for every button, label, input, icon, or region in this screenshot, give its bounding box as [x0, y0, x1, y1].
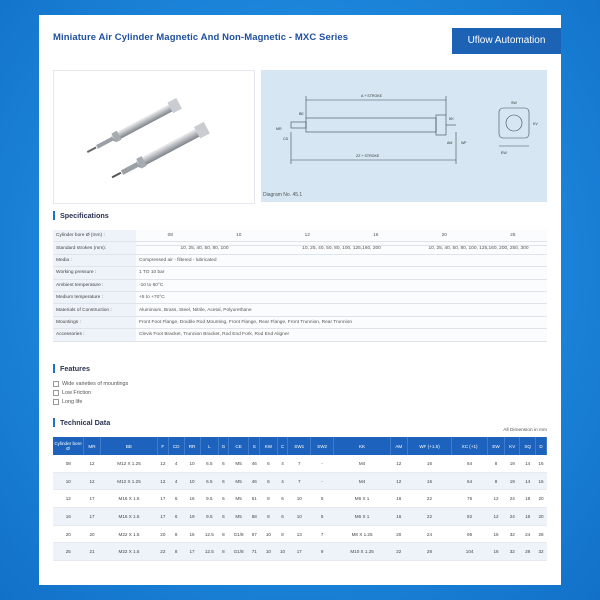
- column-header: KV: [505, 437, 520, 455]
- table-cell: M6 X 1: [334, 490, 391, 508]
- table-cell: 95: [452, 525, 487, 543]
- table-cell: 32: [505, 543, 520, 561]
- table-cell: M22 X 1.5: [101, 543, 158, 561]
- table-cell: 20: [536, 490, 547, 508]
- spec-label: Materials of Construction :: [53, 304, 136, 316]
- spec-label: Cylinder bore Ø (mm) :: [53, 230, 136, 242]
- feature-text: Low Friction: [62, 390, 92, 396]
- spec-label: Accessories :: [53, 329, 136, 341]
- dim-kk: KK: [449, 117, 454, 121]
- table-cell: 75: [452, 490, 487, 508]
- table-cell: 16: [487, 543, 505, 561]
- table-cell: 46: [249, 472, 260, 490]
- table-cell: -: [311, 455, 334, 472]
- bore-value: 20: [441, 233, 447, 239]
- table-cell: 12: [158, 455, 169, 472]
- table-cell: 16: [536, 472, 547, 490]
- diagram-drawing: [261, 70, 547, 190]
- table-cell: 82: [452, 508, 487, 526]
- stroke-value: 10, 25, 40, 50, 80, 100, 125,160, 200: [302, 246, 381, 252]
- table-cell: 10: [260, 525, 278, 543]
- table-cell: 16: [53, 508, 84, 526]
- spec-value: +5 to +70°C: [136, 291, 547, 303]
- technical-data-body: [53, 455, 547, 561]
- spec-label: Mountings :: [53, 316, 136, 328]
- table-cell: 71: [249, 543, 260, 561]
- spec-value: Clevis Foot Bracket, Trunnion Bracket, Rod End Fork, Rod End Aligner: [136, 329, 547, 341]
- stroke-value: 10, 25, 40, 50, 80, 100: [180, 246, 229, 252]
- table-cell: 20: [391, 525, 407, 543]
- table-cell: 6: [219, 490, 229, 508]
- table-cell: 22: [407, 490, 452, 508]
- table-cell: 08: [53, 455, 84, 472]
- spec-row: [53, 279, 547, 291]
- column-header: D: [536, 437, 547, 455]
- table-cell: 9.5: [200, 490, 219, 508]
- bullet-icon: [53, 381, 59, 387]
- spec-row: [53, 291, 547, 303]
- table-cell: 6: [219, 508, 229, 526]
- spec-value: 1 TO 10 bar: [136, 267, 547, 279]
- column-header: WF (+1.5): [407, 437, 452, 455]
- column-header: AM: [391, 437, 407, 455]
- technical-data-table: [53, 437, 547, 561]
- table-cell: 8: [487, 472, 505, 490]
- column-header: XC (+1): [452, 437, 487, 455]
- table-cell: 6: [168, 508, 184, 526]
- table-cell: 4: [277, 455, 288, 472]
- table-cell: M8 X 1.25: [334, 525, 391, 543]
- table-cell: 22: [391, 543, 407, 561]
- column-header: Cylinder bore Ø: [53, 437, 84, 455]
- spec-row: [53, 267, 547, 279]
- table-cell: 8: [487, 455, 505, 472]
- column-header: SW1: [288, 437, 311, 455]
- table-cell: -: [311, 472, 334, 490]
- bore-value: 25: [510, 233, 516, 239]
- table-cell: G1/8: [228, 525, 249, 543]
- table-cell: 19: [184, 508, 200, 526]
- dim-kv: KV: [533, 122, 538, 126]
- spec-value: Aluminium, Brass, Steel, Nitrile, Acetal, Polyurethane: [136, 304, 547, 316]
- table-cell: 9.5: [200, 508, 219, 526]
- table-cell: 8: [219, 525, 229, 543]
- table-cell: 46: [249, 455, 260, 472]
- bore-list: [136, 233, 547, 238]
- technical-data-heading: Technical Data: [53, 418, 110, 427]
- table-cell: 12: [158, 472, 169, 490]
- table-cell: M5: [228, 472, 249, 490]
- cylinder-photo-graphic: [54, 71, 254, 203]
- dim-ew: EW: [501, 151, 507, 155]
- table-cell: M5: [228, 508, 249, 526]
- table-cell: M5: [228, 490, 249, 508]
- table-cell: 6: [168, 490, 184, 508]
- table-cell: M6 X 1: [334, 508, 391, 526]
- table-cell: 17: [158, 490, 169, 508]
- bullet-icon: [53, 399, 59, 405]
- bore-value: 08: [167, 233, 173, 239]
- table-cell: M4: [334, 455, 391, 472]
- column-header: EW: [487, 437, 505, 455]
- table-cell: 6.5: [200, 472, 219, 490]
- table-cell: 6.5: [200, 455, 219, 472]
- dimension-note: All Dimension in mm: [503, 428, 547, 433]
- table-cell: 16: [407, 472, 452, 490]
- column-header: KW: [260, 437, 278, 455]
- spec-value: -10 to 60°C: [136, 279, 547, 291]
- brand-badge: Uflow Automation: [452, 28, 561, 54]
- table-cell: 16: [391, 508, 407, 526]
- dim-wf: WF: [461, 141, 467, 145]
- dim-cd: CD: [283, 137, 289, 141]
- table-cell: 12: [391, 455, 407, 472]
- spec-label: Standard strokes (mm):: [53, 242, 136, 254]
- column-header: KK: [334, 437, 391, 455]
- table-cell: 16: [407, 455, 452, 472]
- table-cell: 22: [407, 508, 452, 526]
- spec-value: Front Foot Flange, Double Rod Mounting, Front Flange, Rear Flange, Front Trunnion, Rear Trunnion: [136, 316, 547, 328]
- table-cell: 12: [487, 490, 505, 508]
- table-cell: 19: [505, 455, 520, 472]
- table-cell: 32: [505, 525, 520, 543]
- bore-value: 10: [236, 233, 242, 239]
- table-cell: 10: [277, 543, 288, 561]
- table-cell: 16: [487, 525, 505, 543]
- spec-row: [53, 316, 547, 328]
- table-cell: M12 X 1.25: [101, 472, 158, 490]
- table-cell: 10: [184, 455, 200, 472]
- table-cell: 19: [505, 472, 520, 490]
- table-cell: 24: [505, 490, 520, 508]
- table-cell: 6: [260, 455, 278, 472]
- table-cell: 8: [168, 543, 184, 561]
- column-header: C: [277, 437, 288, 455]
- table-cell: M16 X 1.5: [101, 508, 158, 526]
- spec-label: Media :: [53, 254, 136, 266]
- table-cell: 18: [520, 508, 536, 526]
- table-row: [53, 525, 547, 543]
- column-header: L: [200, 437, 219, 455]
- feature-text: Long life: [62, 399, 83, 405]
- table-cell: 4: [168, 472, 184, 490]
- table-row: [53, 490, 547, 508]
- column-header: RR: [184, 437, 200, 455]
- spec-row: [53, 304, 547, 316]
- table-cell: 28: [407, 543, 452, 561]
- table-cell: 9: [311, 543, 334, 561]
- table-cell: 25: [53, 543, 84, 561]
- table-cell: 28: [520, 543, 536, 561]
- table-row: [53, 455, 547, 472]
- column-header: SW2: [311, 437, 334, 455]
- table-row: [53, 472, 547, 490]
- stroke-value: 10, 25, 40, 50, 80, 100, 125,160, 200, 250, 300: [428, 246, 529, 252]
- table-cell: 6: [219, 472, 229, 490]
- table-cell: 16: [184, 525, 200, 543]
- table-cell: 10: [288, 508, 311, 526]
- datasheet-page: [39, 15, 561, 585]
- table-cell: 5: [311, 490, 334, 508]
- table-cell: 13: [288, 525, 311, 543]
- table-cell: 24: [505, 508, 520, 526]
- table-cell: 12.5: [200, 525, 219, 543]
- table-cell: 10: [184, 472, 200, 490]
- table-cell: 8: [260, 508, 278, 526]
- table-cell: 24: [520, 525, 536, 543]
- spec-row: [53, 254, 547, 266]
- table-cell: 10: [53, 472, 84, 490]
- column-header: S: [249, 437, 260, 455]
- table-cell: 6: [277, 508, 288, 526]
- table-cell: 12.5: [200, 543, 219, 561]
- dim-be: BE: [299, 112, 304, 116]
- column-header: G: [219, 437, 229, 455]
- table-cell: 21: [84, 543, 101, 561]
- table-cell: 7: [288, 455, 311, 472]
- column-header: MR: [84, 437, 101, 455]
- table-cell: M5: [228, 455, 249, 472]
- table-cell: 58: [249, 508, 260, 526]
- page-title: Miniature Air Cylinder Magnetic And Non-Magnetic - MXC Series: [53, 32, 349, 43]
- table-cell: 17: [288, 543, 311, 561]
- table-cell: 51: [249, 490, 260, 508]
- bullet-icon: [53, 390, 59, 396]
- table-cell: 8: [219, 543, 229, 561]
- column-header: CE: [228, 437, 249, 455]
- table-cell: 10: [260, 543, 278, 561]
- dim-mr: MR: [276, 127, 282, 131]
- dim-am: AM: [447, 141, 453, 145]
- table-cell: 32: [536, 543, 547, 561]
- table-cell: M12 X 1.25: [101, 455, 158, 472]
- table-cell: 7: [288, 472, 311, 490]
- column-header: F: [158, 437, 169, 455]
- table-cell: 17: [158, 508, 169, 526]
- spec-row: [53, 329, 547, 341]
- table-cell: 8: [168, 525, 184, 543]
- table-cell: 6: [277, 490, 288, 508]
- table-cell: 17: [84, 490, 101, 508]
- table-cell: M22 X 1.5: [101, 525, 158, 543]
- feature-item: [53, 381, 128, 387]
- table-cell: 104: [452, 543, 487, 561]
- table-cell: 8: [260, 490, 278, 508]
- spec-row-bore: [53, 230, 547, 242]
- table-cell: 5: [311, 508, 334, 526]
- spec-label: Working pressure :: [53, 267, 136, 279]
- table-cell: 20: [53, 525, 84, 543]
- table-cell: 64: [452, 455, 487, 472]
- table-cell: 20: [536, 508, 547, 526]
- table-row: [53, 543, 547, 561]
- table-cell: G1/8: [228, 543, 249, 561]
- table-cell: 12: [84, 455, 101, 472]
- table-cell: 20: [84, 525, 101, 543]
- table-cell: 7: [311, 525, 334, 543]
- table-cell: 17: [184, 543, 200, 561]
- column-header: CD: [168, 437, 184, 455]
- table-cell: 18: [520, 490, 536, 508]
- feature-item: [53, 399, 82, 405]
- table-cell: M10 X 1.25: [334, 543, 391, 561]
- table-cell: 17: [84, 508, 101, 526]
- spec-label: Medium temperature :: [53, 291, 136, 303]
- product-photo: [53, 70, 255, 204]
- stroke-list: [136, 245, 547, 251]
- spec-value: Compressed air - filtered - lubricated: [136, 254, 547, 266]
- specifications-heading: Specifications: [53, 211, 109, 220]
- table-cell: 24: [407, 525, 452, 543]
- table-cell: 4: [168, 455, 184, 472]
- table-cell: 8: [277, 525, 288, 543]
- table-cell: 4: [277, 472, 288, 490]
- column-header: BE: [101, 437, 158, 455]
- table-cell: 22: [158, 543, 169, 561]
- table-cell: 6: [260, 472, 278, 490]
- table-cell: 67: [249, 525, 260, 543]
- technical-diagram: [261, 70, 547, 202]
- table-cell: 16: [184, 490, 200, 508]
- feature-item: [53, 390, 91, 396]
- bore-value: 12: [304, 233, 310, 239]
- table-cell: 20: [158, 525, 169, 543]
- dim-stroke: A + STROKE: [361, 94, 383, 98]
- table-cell: 16: [536, 455, 547, 472]
- dim-sw: SW: [511, 101, 517, 105]
- table-cell: 12: [487, 508, 505, 526]
- specifications-table: [53, 230, 547, 342]
- diagram-label: Diagram No. 45.1: [263, 192, 303, 198]
- table-cell: 28: [536, 525, 547, 543]
- spec-label: Ambient temperature :: [53, 279, 136, 291]
- table-cell: 64: [452, 472, 487, 490]
- table-cell: 16: [391, 490, 407, 508]
- table-cell: 10: [288, 490, 311, 508]
- table-cell: 14: [520, 455, 536, 472]
- table-cell: 6: [219, 455, 229, 472]
- table-cell: 12: [84, 472, 101, 490]
- technical-header-row: [53, 437, 547, 455]
- bore-value: 16: [373, 233, 379, 239]
- table-cell: M16 X 1.5: [101, 490, 158, 508]
- table-cell: 14: [520, 472, 536, 490]
- table-cell: M4: [334, 472, 391, 490]
- table-row: [53, 508, 547, 526]
- features-heading: Features: [53, 364, 90, 373]
- table-cell: 12: [391, 472, 407, 490]
- spec-row-strokes: [53, 242, 547, 254]
- column-header: SQ: [520, 437, 536, 455]
- dim-zz-stroke: ZZ + STROKE: [356, 154, 380, 158]
- table-cell: 12: [53, 490, 84, 508]
- feature-text: Wide varieties of mountings: [62, 381, 129, 387]
